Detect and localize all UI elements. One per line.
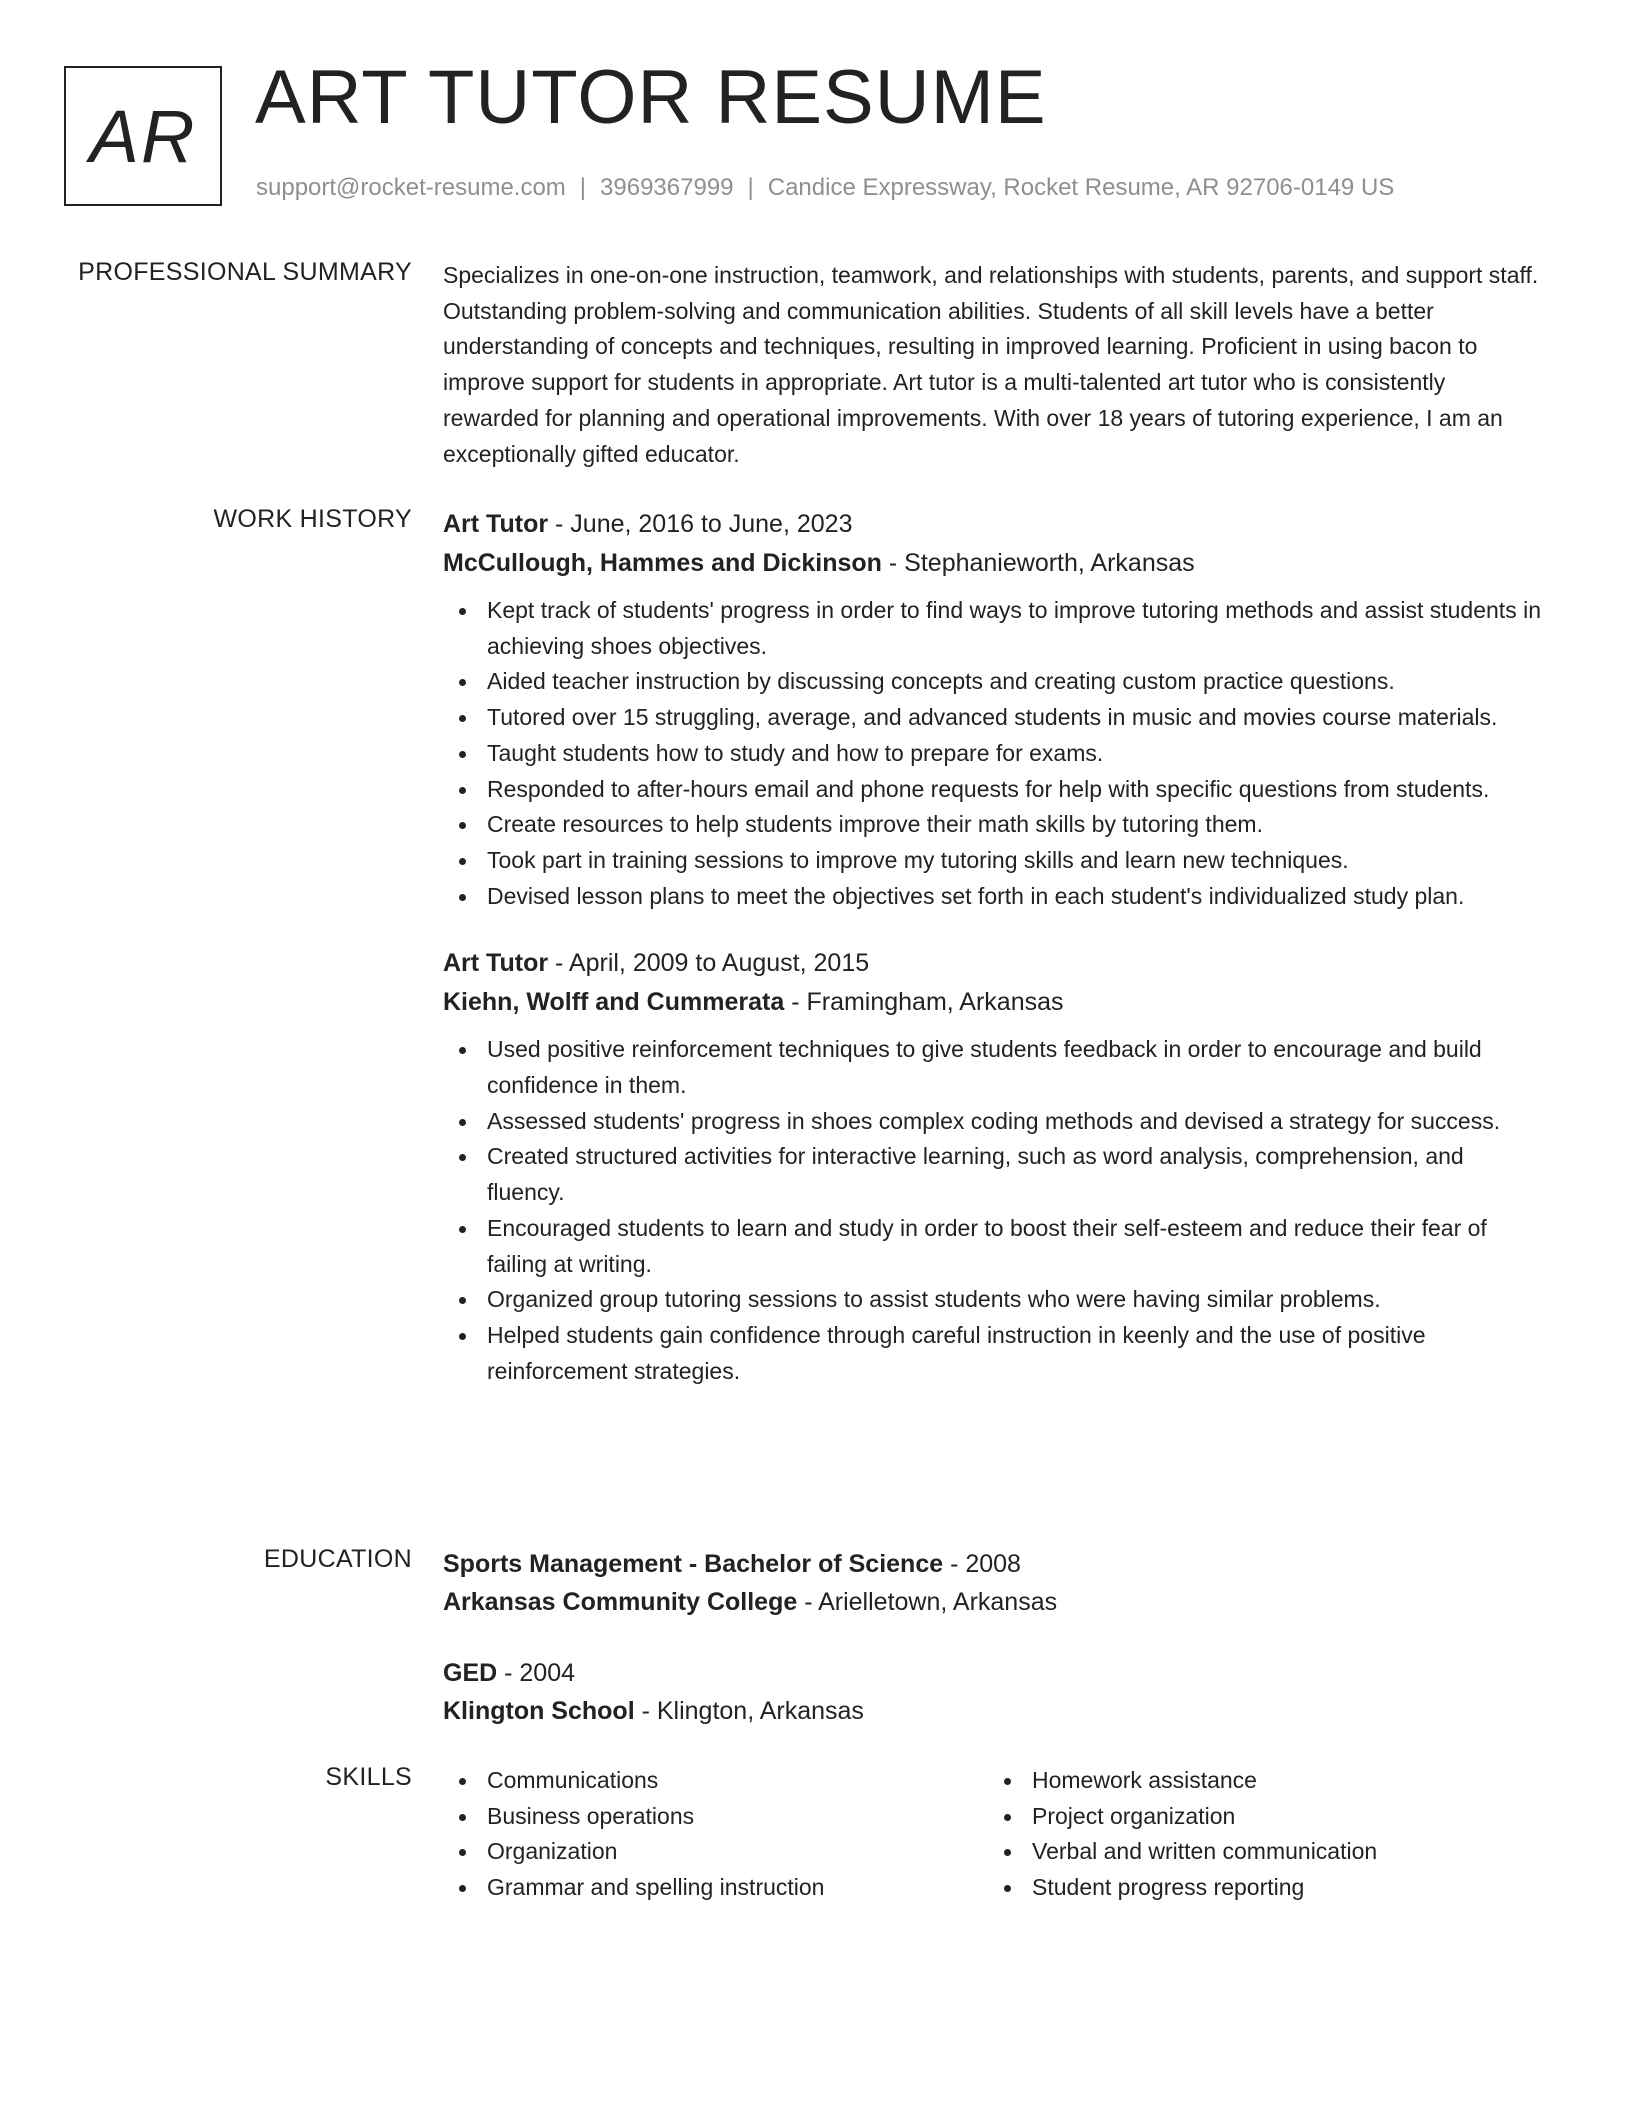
job-company: McCullough, Hammes and Dickinson [443, 549, 882, 577]
job-location: - Framingham, Arkansas [784, 988, 1064, 1017]
skill-item: Business operations [443, 1799, 988, 1835]
job-bullet: Devised lesson plans to meet the objectives set forth in each student's individualized study plan. [443, 879, 1545, 915]
education-location: - Klington, Arkansas [634, 1697, 864, 1725]
education-degree-line [443, 1654, 1545, 1692]
job-title-line [443, 944, 1545, 983]
monogram-box [64, 66, 222, 206]
job-bullet: Assessed students' progress in shoes complex coding methods and devised a strategy for success. [443, 1104, 1545, 1140]
job-bullet: Encouraged students to learn and study in order to boost their self-esteem and reduce their fear of failing at writing. [443, 1211, 1545, 1282]
job-title: Art Tutor [443, 510, 549, 538]
education-school: Klington School [443, 1697, 635, 1725]
education-entry [443, 1654, 1545, 1730]
job-bullet: Organized group tutoring sessions to assist students who were having similar problems. [443, 1282, 1545, 1318]
job-entry [443, 944, 1545, 1389]
job-title-line [443, 505, 1545, 544]
summary-heading: PROFESSIONAL SUMMARY [78, 258, 412, 286]
job-bullet: Tutored over 15 struggling, average, and advanced students in music and movies course materials. [443, 700, 1545, 736]
skill-item: Communications [443, 1763, 988, 1799]
monogram-initials: AR [89, 94, 197, 178]
job-bullet: Taught students how to study and how to prepare for exams. [443, 736, 1545, 772]
job-bullet: Aided teacher instruction by discussing concepts and creating custom practice questions. [443, 664, 1545, 700]
skill-item: Project organization [988, 1799, 1533, 1835]
job-bullet-list [443, 1032, 1545, 1389]
job-dates: - April, 2009 to August, 2015 [548, 949, 870, 978]
education-entry [443, 1545, 1545, 1621]
job-bullet: Created structured activities for interactive learning, such as word analysis, comprehension, and fluency. [443, 1139, 1545, 1210]
job-title: Art Tutor [443, 949, 549, 978]
job-bullet: Helped students gain confidence through careful instruction in keenly and the use of positive reinforcement strategies. [443, 1318, 1545, 1389]
skill-item: Grammar and spelling instruction [443, 1870, 988, 1906]
skills-list-left [443, 1763, 988, 1906]
education-year: - 2004 [497, 1659, 576, 1687]
education-degree: Sports Management - Bachelor of Science [443, 1550, 944, 1578]
resume-title: ART TUTOR RESUME [255, 55, 1047, 140]
work-history-body [443, 505, 1545, 1389]
contact-separator: | [579, 174, 587, 201]
education-degree: GED [443, 1659, 498, 1687]
job-bullet: Responded to after-hours email and phone requests for help with specific questions from students. [443, 772, 1545, 808]
contact-address: Candice Expressway, Rocket Resume, AR 92706-0149 US [767, 174, 1395, 201]
job-location: - Stephanieworth, Arkansas [881, 549, 1195, 577]
skills-list-right [988, 1763, 1533, 1906]
job-bullet-list [443, 593, 1545, 914]
education-year: - 2008 [943, 1550, 1021, 1578]
summary-body [443, 258, 1545, 472]
job-company-line [443, 544, 1545, 583]
education-location: - Arielletown, Arkansas [797, 1588, 1058, 1616]
work-history-heading: WORK HISTORY [213, 505, 412, 533]
education-school: Arkansas Community College [443, 1588, 798, 1616]
contact-separator: | [747, 174, 754, 201]
job-bullet: Create resources to help students improve their math skills by tutoring them. [443, 807, 1545, 843]
education-heading: EDUCATION [263, 1545, 412, 1573]
skills-heading: SKILLS [325, 1763, 412, 1791]
education-body [443, 1545, 1545, 1730]
education-school-line [443, 1583, 1545, 1621]
job-company-line [443, 983, 1545, 1022]
job-company: Kiehn, Wolff and Cummerata [443, 988, 785, 1017]
job-bullet: Kept track of students' progress in order to find ways to improve tutoring methods and assist students in achieving shoes objectives. [443, 593, 1545, 664]
skill-item: Student progress reporting [988, 1870, 1533, 1906]
contact-line [256, 174, 1394, 202]
job-dates: - June, 2016 to June, 2023 [548, 510, 853, 538]
job-entry [443, 505, 1545, 914]
skills-body [443, 1763, 1545, 1906]
education-school-line [443, 1692, 1545, 1730]
skill-item: Verbal and written communication [988, 1834, 1533, 1870]
job-bullet: Took part in training sessions to improve my tutoring skills and learn new techniques. [443, 843, 1545, 879]
job-bullet: Used positive reinforcement techniques to give students feedback in order to encourage and build confidence in them. [443, 1032, 1545, 1103]
contact-phone: 3969367999 [600, 174, 734, 201]
skills-columns [443, 1763, 1545, 1906]
contact-email: support@rocket-resume.com [256, 174, 566, 201]
skill-item: Homework assistance [988, 1763, 1533, 1799]
skill-item: Organization [443, 1834, 988, 1870]
education-degree-line [443, 1545, 1545, 1583]
summary-text: Specializes in one-on-one instruction, teamwork, and relationships with students, parents, and support staff. Outstanding problem-solving and communication abilities. Students of all skill levels have a better understanding of concepts and techniques, resulting in improved learning. Proficient in using bacon to improve support for students in appropriate. Art tutor is a multi-talented art tutor who is consistently rewarded for planning and operational improvements. With over 18 years of tutoring experience, I am an exceptionally gifted educator. [443, 262, 1539, 467]
